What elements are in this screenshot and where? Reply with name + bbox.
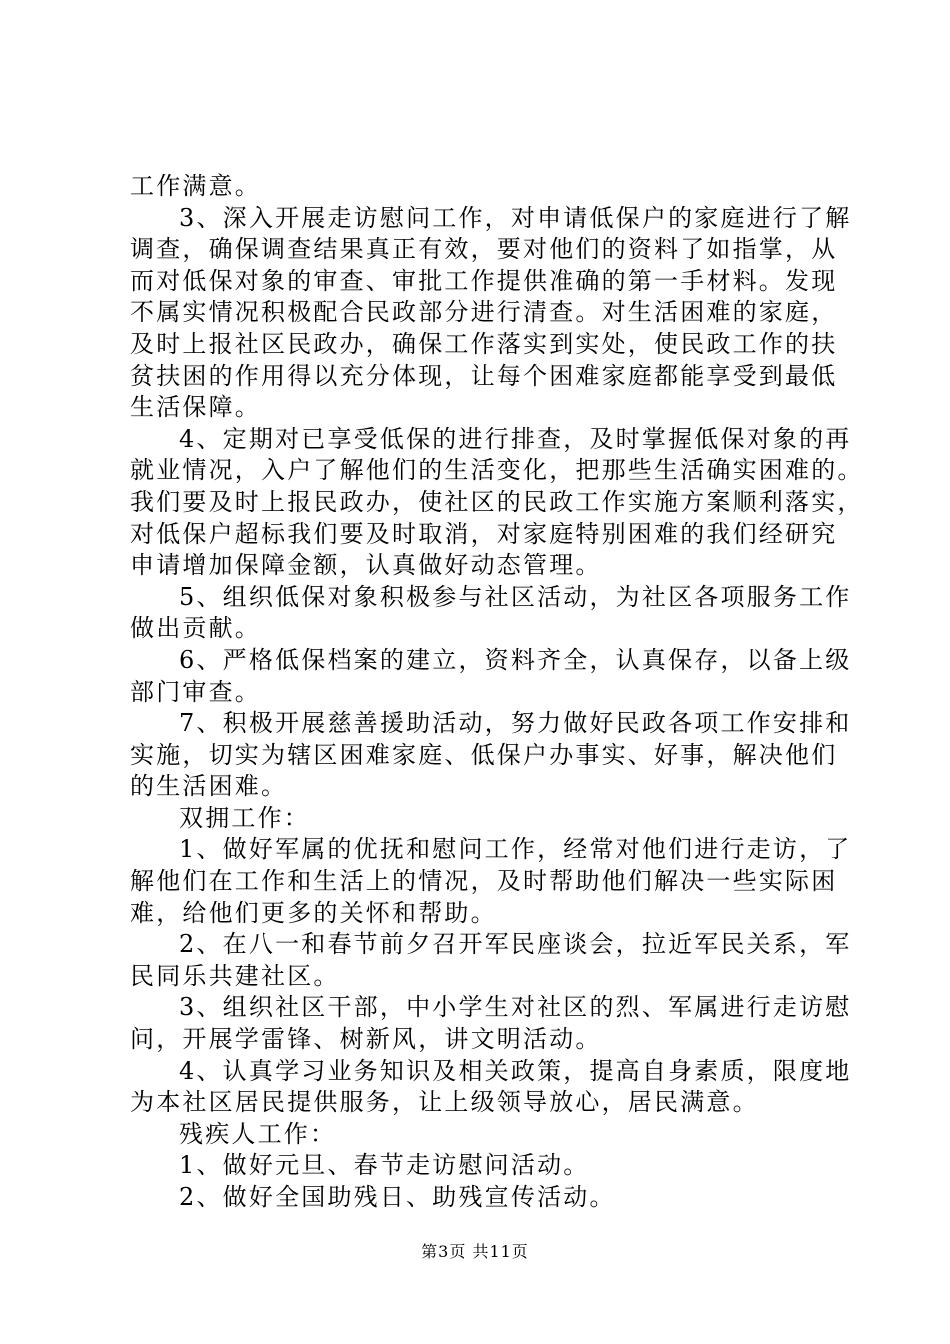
text-line: 实施，切实为辖区困难家庭、低保户办事实、好事，解决他们 bbox=[130, 740, 838, 769]
text-line: 生活保障。 bbox=[130, 393, 261, 422]
text-line: 而对低保对象的审查、审批工作提供准确的第一手材料。发现 bbox=[130, 266, 838, 295]
text-line: 就业情况，入户了解他们的生活变化，把那些生活确实困难的。 bbox=[130, 456, 864, 485]
text-line: 3、深入开展走访慰问工作，对申请低保户的家庭进行了解 bbox=[179, 203, 852, 232]
text-line: 及时上报社区民政办，确保工作落实到实处，使民政工作的扶 bbox=[130, 329, 838, 358]
page-number-footer: 第3页 共11页 bbox=[421, 1242, 529, 1261]
text-line: 解他们在工作和生活上的情况，及时帮助他们解决一些实际困 bbox=[130, 867, 838, 896]
text-line: 调查，确保调查结果真正有效，要对他们的资料了如指掌，从 bbox=[130, 235, 838, 264]
text-line: 5、组织低保对象积极参与社区活动，为社区各项服务工作 bbox=[179, 582, 852, 611]
text-line: 部门审查。 bbox=[130, 677, 261, 706]
text-line: 做出贡献。 bbox=[130, 614, 261, 643]
text-line: 民同乐共建社区。 bbox=[130, 961, 340, 990]
text-line: 1、做好军属的优抚和慰问工作，经常对他们进行走访，了 bbox=[179, 835, 852, 864]
text-line: 对低保户超标我们要及时取消，对家庭特别困难的我们经研究 bbox=[130, 519, 838, 548]
text-line: 为本社区居民提供服务，让上级领导放心，居民满意。 bbox=[130, 1088, 759, 1117]
text-line: 4、认真学习业务知识及相关政策，提高自身素质，限度地 bbox=[179, 1056, 852, 1085]
text-line: 7、积极开展慈善援助活动，努力做好民政各项工作安排和 bbox=[179, 709, 852, 738]
text-line: 难，给他们更多的关怀和帮助。 bbox=[130, 898, 497, 927]
document-body bbox=[130, 171, 864, 1214]
text-line: 2、做好全国助残日、助残宣传活动。 bbox=[179, 1183, 616, 1211]
text-line: 贫扶困的作用得以充分体现，让每个困难家庭都能享受到最低 bbox=[130, 361, 838, 390]
text-line: 的生活困难。 bbox=[130, 772, 288, 801]
text-line: 6、严格低保档案的建立，资料齐全，认真保存，以备上级 bbox=[179, 645, 852, 674]
text-line: 4、定期对已享受低保的进行排查，及时掌握低保对象的再 bbox=[179, 424, 852, 453]
text-line: 双拥工作： bbox=[179, 803, 310, 832]
text-line: 残疾人工作： bbox=[179, 1119, 337, 1148]
text-line: 问，开展学雷锋、树新风，讲文明活动。 bbox=[130, 1025, 602, 1054]
text-line: 1、做好元旦、春节走访慰问活动。 bbox=[179, 1151, 590, 1180]
text-line: 工作满意。 bbox=[130, 172, 261, 200]
text-line: 2、在八一和春节前夕召开军民座谈会，拉近军民关系，军 bbox=[179, 930, 852, 959]
text-line: 3、组织社区干部，中小学生对社区的烈、军属进行走访慰 bbox=[179, 993, 852, 1022]
text-line: 不属实情况积极配合民政部分进行清查。对生活困难的家庭， bbox=[130, 298, 838, 327]
text-line: 申请增加保障金额，认真做好动态管理。 bbox=[130, 551, 602, 580]
text-line: 我们要及时上报民政办，使社区的民政工作实施方案顺利落实， bbox=[130, 487, 864, 516]
